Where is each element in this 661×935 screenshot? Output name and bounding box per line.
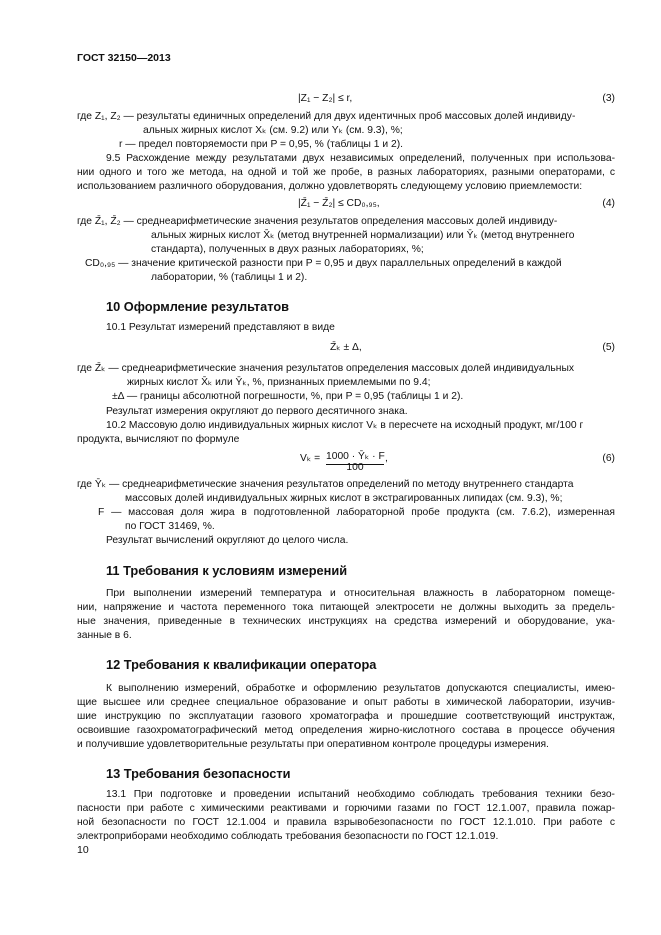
- p102-line1: 10.2 Массовую долю индивидуальных жирных кислот Vₖ в пересчете на исходный продукт, мг/100 г: [106, 420, 584, 431]
- round-rule-1: Результат измерения округляют до первого десятичного знака.: [106, 406, 408, 417]
- where2-line3: стандарта), полученных в двух разных лабораториях, %;: [151, 244, 424, 255]
- section-12-heading: 12 Требования к квалификации оператора: [106, 657, 377, 672]
- formula-5-number: (5): [602, 342, 615, 353]
- where6-line4: по ГОСТ 31469, %.: [125, 521, 215, 532]
- s13-line3: ной безопасности по ГОСТ 12.1.004 и правила взрывобезопасности по ГОСТ 12.1.010. При работе с: [77, 817, 615, 828]
- where2-line1: где Z̄₁, Z̄₂ — среднеарифметические значения результатов определения массовых долей индивиду-: [77, 216, 558, 227]
- where5-line1: где Z̄ₖ — среднеарифметические значения результатов определения массовых долей индивидуальных: [77, 363, 575, 374]
- s11-line1: При выполнении измерений температура и относительная влажность в лабораторном помеще-: [106, 588, 615, 599]
- where6-line2: массовых долей индивидуальных жирных кислот в экстрагированных липидах (см. 9.3), %;: [125, 493, 563, 504]
- where6-line3: F — массовая доля жира в подготовленной лабораторной пробе продукта (см. 7.6.2), измеренная: [98, 507, 615, 518]
- formula-5: Z̄ₖ ± Δ,: [330, 342, 362, 353]
- s12-line1: К выполнению измерений, обработке и оформлению результатов допускаются специалисты, имею-: [106, 683, 615, 694]
- where2-line5: лаборатории, % (таблицы 1 и 2).: [151, 272, 308, 283]
- formula-6-lhs: Vₖ =: [300, 453, 321, 464]
- section-11-heading: 11 Требования к условиям измерений: [106, 563, 348, 578]
- s13-line1: 13.1 При подготовке и проведении испытаний необходимо соблюдать требования техники безо-: [106, 789, 615, 800]
- p101: 10.1 Результат измерений представляют в виде: [106, 322, 335, 333]
- formula-6-tail: ,: [385, 453, 388, 464]
- section-10-heading: 10 Оформление результатов: [106, 299, 290, 314]
- formula-6-numerator: 1000 · Ȳₖ · F: [326, 451, 385, 462]
- where1-line3: r — предел повторяемости при P = 0,95, % (таблицы 1 и 2).: [119, 139, 404, 150]
- s11-line2: нии, напряжение и частота переменного тока питающей электросети не должны выходить за предель-: [77, 602, 615, 613]
- s13-line2: пасности при работе с химическими реактивами и горючими газами по ГОСТ 12.1.007, правила пожар-: [77, 803, 615, 814]
- formula-3-number: (3): [602, 93, 615, 104]
- where6-line1: где Ȳₖ — среднеарифметические значения результатов определений по методу внутреннего стандарта: [77, 479, 574, 490]
- s12-line4: освоившие газохроматографический метод определения жирно-кислотного состава в процессе обучения: [77, 725, 615, 736]
- s13-line4: электроприборами необходимо соблюдать требования безопасности по ГОСТ 12.1.019.: [77, 831, 499, 842]
- where5-line3: ±Δ — границы абсолютной погрешности, %, при P = 0,95 (таблицы 1 и 2).: [112, 391, 464, 402]
- document-standard-header: ГОСТ 32150—2013: [77, 52, 171, 64]
- formula-4-number: (4): [602, 198, 615, 209]
- section-13-heading: 13 Требования безопасности: [106, 766, 291, 781]
- where2-line4: CD₀,₉₅ — значение критической разности при P = 0,95 и двух параллельных определений в каждой: [85, 258, 562, 269]
- s12-line2: щие высшее или среднее специальное образование и опыт работы в химической лаборатории, изучив-: [77, 697, 615, 708]
- p95-line1: 9.5 Расхождение между результатами двух независимых определений, полученных при использова-: [106, 153, 615, 164]
- p95-line3: использованием различного оборудования, должно удовлетворять следующему условию приемлемости:: [77, 181, 583, 192]
- where2-line2: альных жирных кислот X̄ₖ (метод внутренней нормализации) или Ȳₖ (метод внутреннего: [151, 230, 575, 241]
- where1-line2: альных жирных кислот Xₖ (см. 9.2) или Yₖ (см. 9.3), %;: [143, 125, 403, 136]
- where1-line1: где Z₁, Z₂ — результаты единичных определений для двух идентичных проб массовых долей индивиду-: [77, 111, 576, 122]
- s11-line4: занные в 6.: [77, 630, 132, 641]
- formula-6-denominator: 100: [346, 462, 364, 473]
- formula-4: |Z̄₁ − Z̄₂| ≤ CD₀,₉₅,: [298, 198, 380, 209]
- s12-line5: и получившие удовлетворительные результаты при оперативном контроле процедуры измерения.: [77, 739, 549, 750]
- page-number: 10: [77, 844, 89, 856]
- p95-line2: нии одного и того же метода, на одной и той же пробе, в разных лабораториях, разными операторами, с: [77, 167, 615, 178]
- formula-3: |Z₁ − Z₂| ≤ r,: [298, 93, 353, 104]
- where5-line2: жирных кислот X̄ₖ или Ȳₖ, %, признанных приемлемыми по 9.4;: [127, 377, 431, 388]
- round-rule-2: Результат вычислений округляют до целого числа.: [106, 535, 349, 546]
- formula-6-number: (6): [602, 453, 615, 464]
- s12-line3: шие инструкцию по эксплуатации газового хроматографа и прошедшие соответствующий инструктаж,: [77, 711, 615, 722]
- s11-line3: ные значения, приведенные в технических инструкциях на средства измерений и оборудование, ука-: [77, 616, 615, 627]
- p102-line2: продукта, вычисляют по формуле: [77, 434, 240, 445]
